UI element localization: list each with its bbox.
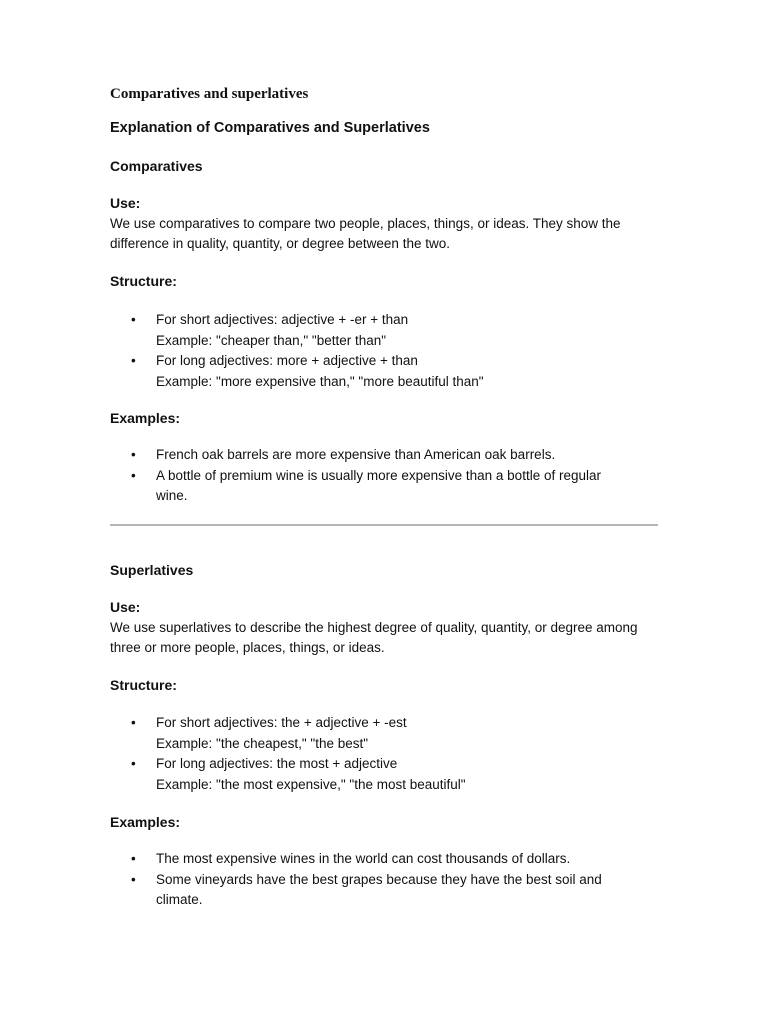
superlatives-structure-label: Structure: [110, 677, 177, 693]
superlatives-examples-label: Examples: [110, 814, 181, 830]
list-item [110, 351, 636, 392]
structure-example: Example: "more expensive than," "more beautiful than" [156, 373, 484, 389]
comparatives-heading: Comparatives [110, 158, 203, 174]
structure-rule: • For short adjectives: adjective + -er + than [156, 312, 409, 327]
superlatives-examples-list [110, 849, 658, 911]
structure-rule: • For long adjectives: the most + adjective [156, 756, 398, 771]
list-item [110, 713, 636, 754]
list-item [110, 754, 636, 795]
document-title: Comparatives and superlatives [110, 86, 309, 102]
comparatives-examples-list [110, 445, 658, 507]
superlatives-heading: Superlatives [110, 562, 194, 578]
list-item: • French oak barrels are more expensive than American oak barrels. [110, 445, 636, 466]
superlatives-structure-list [110, 713, 658, 795]
section-divider [110, 524, 658, 526]
document-heading: Explanation of Comparatives and Superlatives [110, 120, 430, 136]
list-item [110, 310, 636, 351]
comparatives-use-text: We use comparatives to compare two people, places, things, or ideas. They show the difference in quality, quantity, or degree between the two. [110, 216, 621, 251]
structure-rule: • For long adjectives: more + adjective + than [156, 353, 418, 368]
list-item: • Some vineyards have the best grapes because they have the best soil and climate. [110, 870, 636, 911]
structure-example: Example: "cheaper than," "better than" [156, 332, 387, 348]
structure-example: Example: "the cheapest," "the best" [156, 735, 369, 751]
list-item: • The most expensive wines in the world can cost thousands of dollars. [110, 849, 636, 870]
structure-example: Example: "the most expensive," "the most beautiful" [156, 776, 466, 792]
comparatives-structure-list [110, 310, 658, 392]
superlatives-use-label: Use: [110, 599, 141, 615]
structure-rule: • For short adjectives: the + adjective + -est [156, 715, 407, 730]
comparatives-use-label: Use: [110, 195, 141, 211]
superlatives-use-text: We use superlatives to describe the highest degree of quality, quantity, or degree among three or more people, places, things, or ideas. [110, 620, 638, 655]
comparatives-structure-label: Structure: [110, 273, 177, 289]
list-item: • A bottle of premium wine is usually more expensive than a bottle of regular wine. [110, 466, 636, 507]
comparatives-examples-label: Examples: [110, 410, 181, 426]
